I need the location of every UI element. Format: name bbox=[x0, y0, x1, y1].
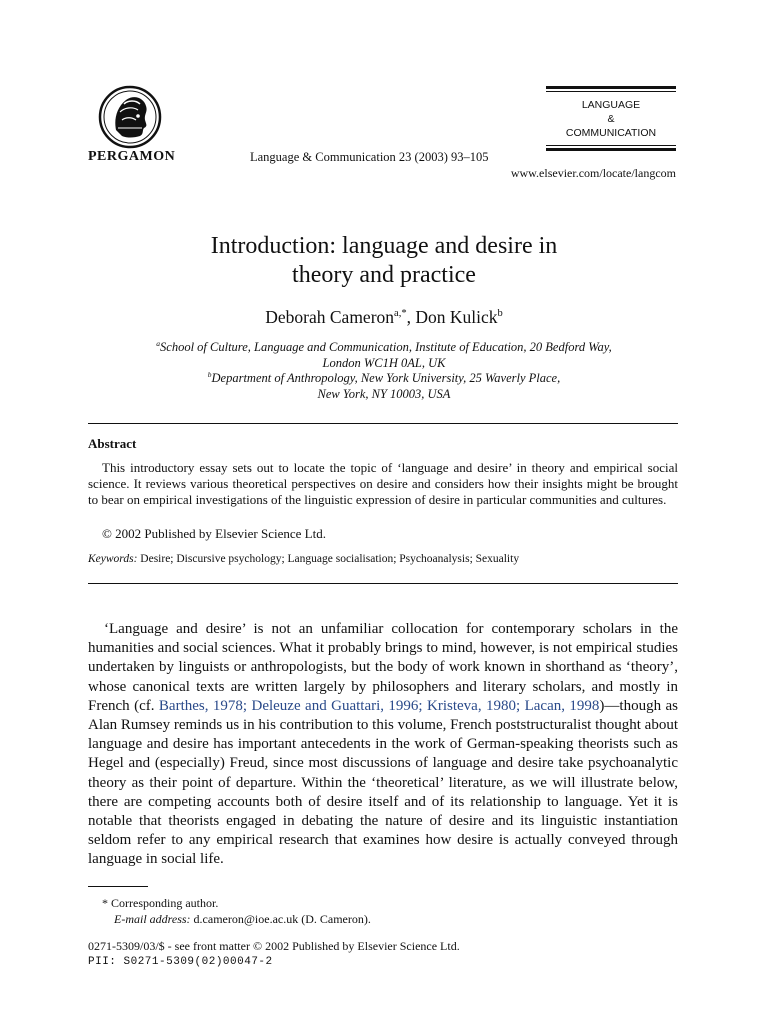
brand-line-3: COMMUNICATION bbox=[565, 127, 657, 139]
affiliation-b bbox=[0, 370, 768, 402]
abstract-body bbox=[88, 460, 678, 508]
abstract-text: This introductory essay sets out to locate the topic of ‘language and desire’ in theory and empirical social science. It reviews various theoretical perspectives on desire and considers how their insights might be brought to bear on empirical investigations of the linguistic expression of desire in particular communities and cultures. bbox=[88, 460, 678, 507]
author-affiliation-marker[interactable]: a,* bbox=[394, 308, 407, 320]
abstract-heading: Abstract bbox=[88, 436, 137, 451]
affiliation-a-line-2: London WC1H 0AL, UK bbox=[322, 356, 446, 370]
keywords-line bbox=[88, 553, 519, 565]
brand-line-1: LANGUAGE bbox=[581, 99, 641, 111]
front-matter-line: 0271-5309/03/$ - see front matter © 2002 Published by Elsevier Science Ltd. bbox=[88, 939, 460, 953]
brand-rule-bottom bbox=[546, 148, 676, 151]
article-body bbox=[88, 620, 678, 870]
author-name: Deborah Cameron bbox=[265, 307, 395, 327]
body-paragraph bbox=[88, 620, 678, 870]
author-separator: , bbox=[406, 307, 416, 327]
title-line-1: Introduction: language and desire in bbox=[210, 233, 558, 259]
journal-url-link[interactable]: www.elsevier.com/locate/langcom bbox=[510, 166, 676, 180]
citation-links[interactable]: Barthes, 1978; Deleuze and Guattari, 1996; Kristeva, 1980; Lacan, 1998 bbox=[158, 697, 600, 714]
affiliation-b-line-2: New York, NY 10003, USA bbox=[317, 387, 451, 401]
affiliation-a-line-1: School of Culture, Language and Communication, Institute of Education, 20 Bedford Way, bbox=[160, 340, 612, 354]
keywords-label: Keywords: bbox=[88, 553, 138, 565]
journal-citation: Language & Communication 23 (2003) 93–105 bbox=[250, 150, 489, 164]
affiliation-b-line-1: Department of Anthropology, New York University, 25 Waverly Place, bbox=[211, 371, 561, 385]
affiliation-a bbox=[0, 339, 768, 371]
front-matter-info bbox=[88, 938, 460, 970]
brand-rule-bottom-thin bbox=[546, 145, 676, 146]
body-text-segment: )—though as Alan Rumsey reminds us in his contribution to this volume, French poststructuralist thought about language and desire has important antecedents in the work of German-speaking theorists such as Hegel and (especially) Freud, since most discussions of language and desire take psychoanalytic theory as their point of departure. Within the ‘theoretical’ literature, as we will illustrate below, there are competing accounts both of desire itself and of its relationship to language. Yet it is notable that theorists engaged in debating the nature of desire and its linguistic instantiation seldom refer to any empirical research that examines how desire is actually conveyed through language in social life. bbox=[88, 697, 678, 868]
brand-rule-top-thin bbox=[546, 91, 676, 92]
footnote-rule bbox=[88, 886, 148, 887]
brand-rule-top bbox=[546, 86, 676, 89]
footnote-corresponding: * Corresponding author. bbox=[102, 896, 219, 910]
affiliation-marker: a bbox=[156, 338, 161, 348]
journal-brand-text bbox=[546, 98, 676, 140]
brand-line-2: & bbox=[607, 113, 615, 125]
publisher-name: PERGAMON bbox=[88, 149, 176, 164]
abstract-bottom-rule bbox=[88, 583, 678, 584]
affiliation-marker: b bbox=[207, 369, 212, 379]
abstract-copyright: © 2002 Published by Elsevier Science Ltd. bbox=[102, 526, 326, 541]
article-title bbox=[0, 232, 768, 290]
pii-line: PII: S0271-5309(02)00047-2 bbox=[88, 956, 273, 968]
helmeted-head-emblem-icon bbox=[98, 84, 162, 150]
title-line-2: theory and practice bbox=[292, 262, 476, 288]
abstract-top-rule bbox=[88, 423, 678, 424]
keywords-list: Desire; Discursive psychology; Language socialisation; Psychoanalysis; Sexuality bbox=[140, 553, 520, 565]
author-name: Don Kulick bbox=[415, 307, 498, 327]
author-affiliation-marker[interactable]: b bbox=[497, 308, 503, 320]
body-text-segment: ‘Language and desire’ is not an unfamiliar collocation for contemporary scholars in the humanities and social sciences. What it probably brings to mind, however, is not empirical studies undertaken by linguists or anthropologists, but the body of work known in shorthand as ‘theory’, whose canonical texts are written largely by philosophers and literary scholars, and mostly in French (cf. bbox=[88, 621, 678, 714]
footnote bbox=[102, 895, 371, 927]
author-list bbox=[0, 307, 768, 328]
email-label: E-mail address: bbox=[114, 912, 191, 926]
journal-brand-box bbox=[546, 86, 676, 151]
email-address[interactable]: d.cameron@ioe.ac.uk (D. Cameron). bbox=[190, 912, 371, 926]
